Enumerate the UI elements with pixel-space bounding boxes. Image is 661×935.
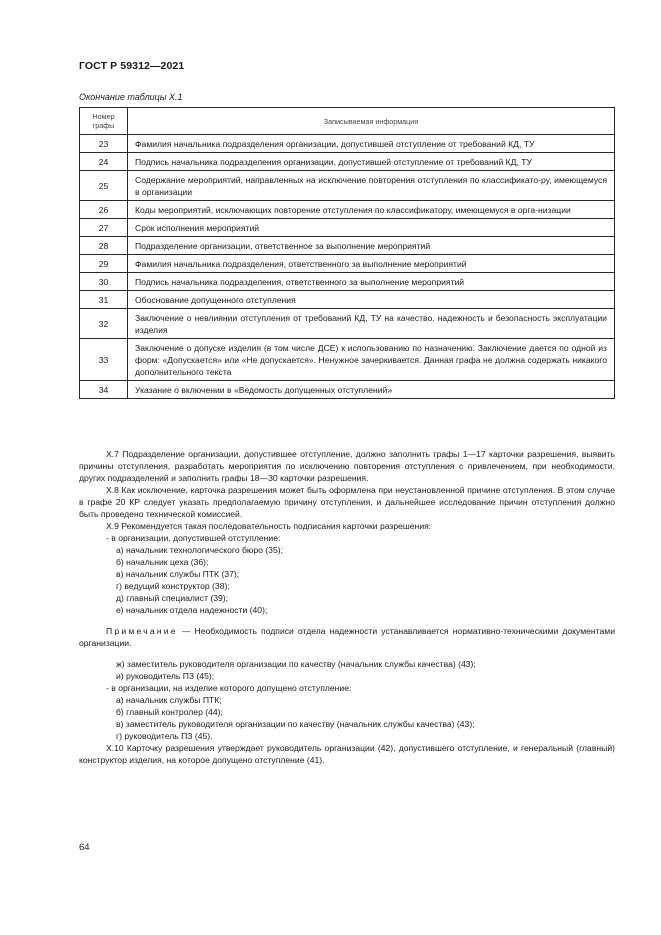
table-caption: Окончание таблицы Х.1 bbox=[79, 92, 183, 102]
row-info: Подпись начальника подразделения, ответственного за выполнение мероприятий bbox=[128, 273, 615, 291]
row-number: 31 bbox=[80, 291, 128, 309]
row-number: 24 bbox=[80, 153, 128, 171]
table-header-row bbox=[80, 108, 615, 135]
paragraph-x10: Х.10 Карточку разрешения утверждает руководитель организации (42), допустившего отступление, и генеральный (главный) конструктор изделия, на которое допущено отступление (41). bbox=[79, 743, 615, 765]
row-number: 25 bbox=[80, 171, 128, 201]
table-row bbox=[80, 309, 615, 339]
table-row bbox=[80, 291, 615, 309]
table-row bbox=[80, 339, 615, 381]
table-row bbox=[80, 201, 615, 219]
note-paragraph bbox=[79, 625, 615, 649]
note-prefix: Примечание bbox=[106, 626, 178, 636]
bullet-organization-product: - в организации, на изделие которого допущено отступление: bbox=[106, 683, 352, 693]
table-row bbox=[80, 135, 615, 153]
row-info: Заключение о невлиянии отступления от требований КД, ТУ на качество, надежность и безопасность эксплуатации изделия bbox=[128, 309, 615, 339]
table-row bbox=[80, 171, 615, 201]
row-info: Заключение о допуске изделия (в том числе ДСЕ) к использованию по назначению. Заключение дается по одной из форм: «Допускается» или «Не допускается». Ненужное зачеркивается. Данная графа не должна содержать никакого дополнительного текста bbox=[128, 339, 615, 381]
row-info: Подразделение организации, ответственное за выполнение мероприятий bbox=[128, 237, 615, 255]
row-info: Коды мероприятий, исключающих повторение отступления по классификатору, имеющемуся в орга-низации bbox=[128, 201, 615, 219]
row-number: 32 bbox=[80, 309, 128, 339]
row-number: 23 bbox=[80, 135, 128, 153]
table-row bbox=[80, 381, 615, 399]
row-info: Срок исполнения мероприятий bbox=[128, 219, 615, 237]
row-info: Подпись начальника подразделения организации, допустившей отступление от требований КД, ТУ bbox=[128, 153, 615, 171]
row-number: 28 bbox=[80, 237, 128, 255]
row-info: Указание о включении в «Ведомость допущенных отступлений» bbox=[128, 381, 615, 399]
row-info: Содержание мероприятий, направленных на исключение повторения отступления по классификато-ру, имеющемуся в организации bbox=[128, 171, 615, 201]
table-row bbox=[80, 237, 615, 255]
column-header-info: Записываемая информация bbox=[128, 108, 615, 135]
row-number: 34 bbox=[80, 381, 128, 399]
list-item: в) заместитель руководителя организации по качеству (начальник службы качества) (43); bbox=[116, 719, 475, 729]
column-header-number-line2: графы bbox=[92, 121, 115, 130]
list-item: г) ведущий конструктор (38); bbox=[116, 581, 230, 591]
table-row bbox=[80, 255, 615, 273]
table-row bbox=[80, 219, 615, 237]
page-number: 64 bbox=[79, 842, 90, 853]
paragraph-x8: Х.8 Как исключение, карточка разрешения может быть оформлена при неустановленной причине отступления. В этом случае в графе 20 КР следует указать предполагаемую причину отступления, и дальнейшее исследование причин отступления должно быть проведено технической комиссией. bbox=[79, 485, 615, 519]
row-number: 33 bbox=[80, 339, 128, 381]
list-item: г) руководитель ПЗ (45). bbox=[116, 731, 213, 741]
column-header-number-line1: Номер bbox=[92, 112, 115, 121]
paragraph-x7: Х.7 Подразделение организации, допустившее отступление, должно заполнить графы 1—17 карточки разрешения, выявить причины отступления, разработать мероприятия по исключению повторения отступления с привлечением, при необходимости, других подразделений и заполнить графы 18—30 карточки разрешения. bbox=[79, 449, 615, 483]
row-info: Обоснование допущенного отступления bbox=[128, 291, 615, 309]
list-item: и) руководитель ПЗ (45); bbox=[116, 671, 215, 681]
row-number: 30 bbox=[80, 273, 128, 291]
paragraph-x9: Х.9 Рекомендуется такая последовательность подписания карточки разрешения: bbox=[106, 521, 432, 531]
row-info: Фамилия начальника подразделения, ответственного за выполнение мероприятий bbox=[128, 255, 615, 273]
list-item: а) начальник технологического бюро (35); bbox=[116, 545, 283, 555]
document-body bbox=[79, 448, 615, 766]
list-item: б) начальник цеха (36); bbox=[116, 557, 209, 567]
list-item: д) главный специалист (39); bbox=[116, 593, 229, 603]
table-row bbox=[80, 273, 615, 291]
table-row bbox=[80, 153, 615, 171]
note-text: — Необходимость подписи отдела надежности устанавливается нормативно-техническими документами организации. bbox=[79, 626, 615, 648]
list-item: б) главный контролер (44); bbox=[116, 707, 223, 717]
list-item: ж) заместитель руководителя организации по качеству (начальник службы качества) (43); bbox=[116, 659, 476, 669]
fields-table bbox=[79, 107, 615, 399]
document-standard-header: ГОСТ Р 59312—2021 bbox=[79, 60, 185, 72]
list-item: в) начальник службы ПТК (37); bbox=[116, 569, 240, 579]
row-number: 27 bbox=[80, 219, 128, 237]
bullet-organization-deviated: - в организации, допустившей отступление: bbox=[106, 533, 281, 543]
column-header-number bbox=[80, 108, 128, 135]
row-number: 26 bbox=[80, 201, 128, 219]
list-item: а) начальник службы ПТК; bbox=[116, 695, 222, 705]
row-info: Фамилия начальника подразделения организации, допустившей отступление от требований КД, ТУ bbox=[128, 135, 615, 153]
row-number: 29 bbox=[80, 255, 128, 273]
list-item: е) начальник отдела надежности (40); bbox=[116, 605, 268, 615]
